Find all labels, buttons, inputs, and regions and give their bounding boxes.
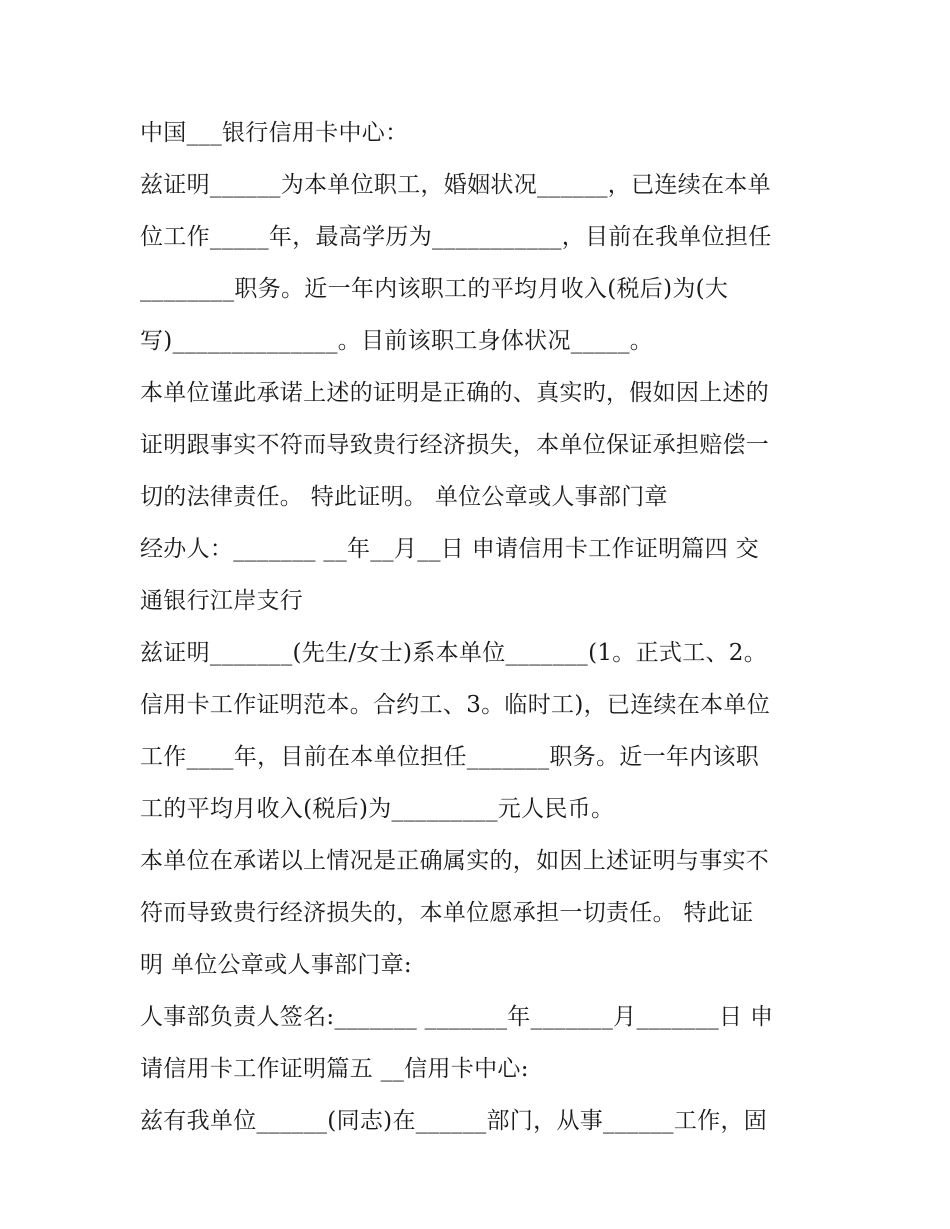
text-line: 工的平均月收入(税后)为_________元人民币。 — [140, 796, 615, 822]
text-line: 工作____年，目前在本单位担任_______职务。近一年内该职 — [140, 744, 760, 770]
text-line: 位工作_____年，最高学历为___________，目前在我单位担任 — [140, 224, 772, 250]
text-line: 兹证明______为本单位职工，婚姻状况______，已连续在本单 — [140, 172, 771, 198]
text-line: 本单位谨此承诺上述的证明是正确的、真实旳，假如因上述的 — [140, 380, 770, 406]
salutation-line: 中国___银行信用卡中心： — [140, 120, 409, 146]
text-line: 信用卡工作证明范本。合约工、3。临时工)，已连续在本单位 — [140, 692, 771, 718]
text-line: 切的法律责任。 特此证明。 单位公章或人事部门章 — [140, 484, 668, 510]
text-line: 明 单位公章或人事部门章: — [140, 952, 412, 978]
text-line: 兹有我单位______(同志)在______部门，从事______工作，固 — [140, 1108, 768, 1134]
text-line: 写)______________。目前该职工身体状况_____。 — [140, 328, 654, 354]
text-line: 符而导致贵行经济损失的，本单位愿承担一切责任。 特此证 — [140, 900, 754, 926]
text-line: 请信用卡工作证明篇五 __信用卡中心: — [140, 1056, 529, 1082]
text-line: 证明跟事实不符而导致贵行经济损失，本单位保证承担赔偿一 — [140, 432, 770, 458]
text-line: 本单位在承诺以上情况是正确属实的，如因上述证明与事实不 — [140, 848, 770, 874]
document-body — [140, 107, 830, 1147]
text-line: 兹证明_______(先生/女士)系本单位_______(1。正式工、2。 — [140, 640, 768, 666]
text-line: 通银行江岸支行 — [140, 588, 304, 614]
text-line: 经办人：_______ __年__月__日 申请信用卡工作证明篇四 交 — [140, 536, 759, 562]
text-line: 人事部负责人签名:_______ _______年_______月_______日 申 — [140, 1004, 774, 1030]
text-line: ________职务。近一年内该职工的平均月收入(税后)为(大 — [140, 276, 729, 302]
